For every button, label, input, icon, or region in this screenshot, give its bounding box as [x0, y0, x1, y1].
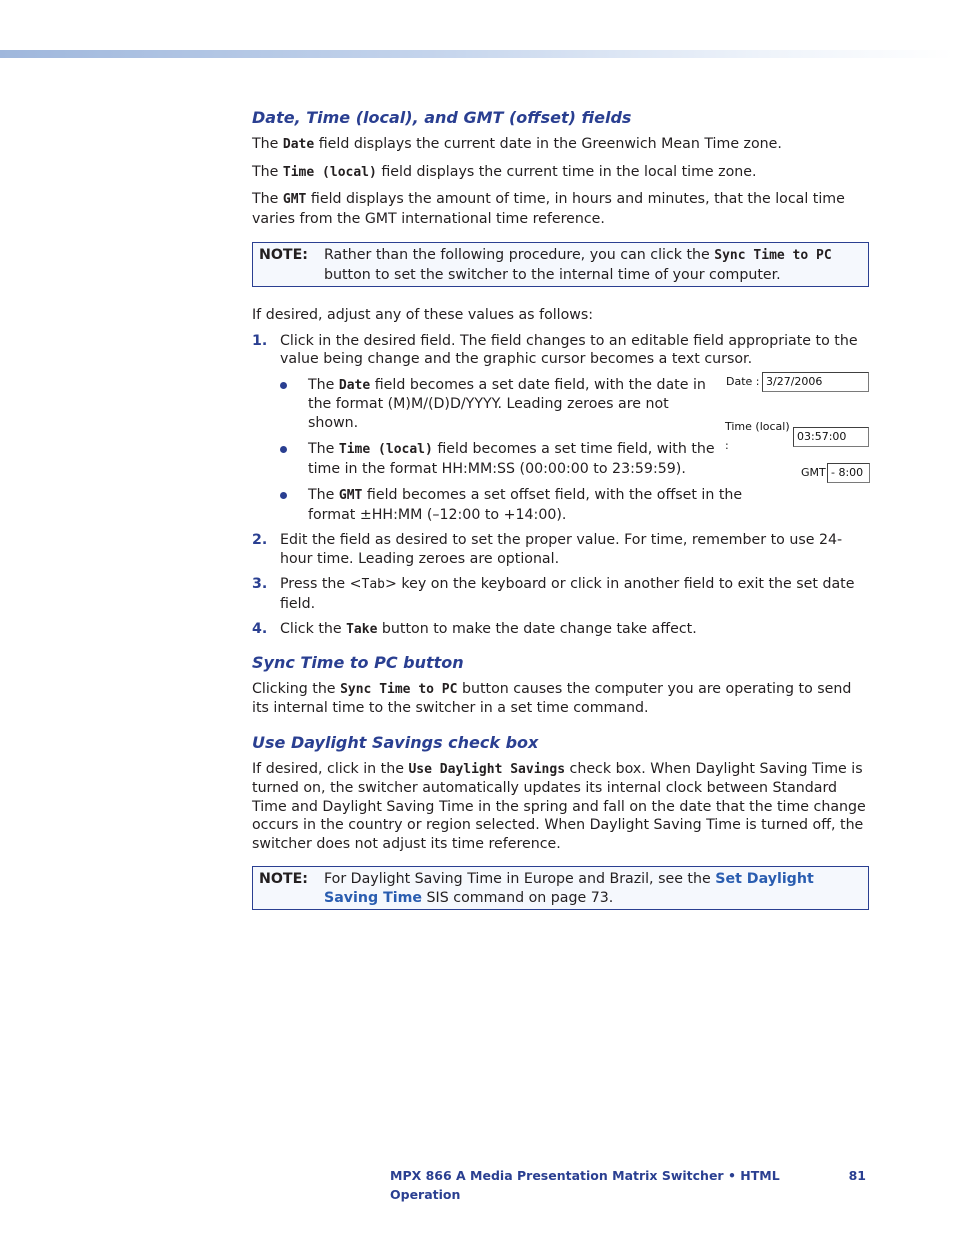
step-4: 4. Click the Take button to make the date change take affect. — [252, 621, 697, 637]
step-number: 1. — [252, 332, 268, 349]
page-number: 81 — [848, 1168, 866, 1183]
bullet-gmt: The GMT field becomes a set offset field, with the offset in the format ±HH:MM (–12:00 to +14:00). — [252, 486, 768, 524]
gmt-field-screenshot — [801, 463, 870, 483]
code-date: Date — [282, 137, 315, 152]
note-text: Rather than the following procedure, you can click the Sync Time to PC button to set the switcher to the internal time of your computer. — [324, 247, 832, 283]
note-box-sync — [252, 242, 869, 287]
section-heading-sync-time: Sync Time to PC button — [252, 652, 464, 672]
paragraph-time-local: The Time (local) field displays the current time in the local time zone. — [252, 163, 757, 180]
footer-title: MPX 866 A Media Presentation Matrix Switcher • HTML Operation — [390, 1168, 780, 1202]
section-heading-daylight: Use Daylight Savings check box — [252, 732, 539, 752]
code-use-daylight: Use Daylight Savings — [408, 761, 566, 777]
paragraph-daylight: If desired, click in the Use Daylight Savings check box. When Daylight Saving Time is turned on, the switcher automatically updates its internal clock between Standard Time and Daylight Saving Time in the spring and fall on the date that the time change occurs in the country or region selected. When Daylight Saving Time is turned off, the switcher does not adjust its time reference. — [252, 760, 866, 852]
paragraph-date: The Date field displays the current date in the Greenwich Mean Time zone. — [252, 136, 782, 152]
date-label: Date : — [726, 374, 760, 388]
code-time-local: Time (local) — [338, 442, 433, 457]
time-field-screenshot — [725, 418, 869, 455]
paragraph-gmt: The GMT field displays the amount of time, in hours and minutes, that the local time varies from the GMT international time reference. — [252, 191, 845, 227]
code-take: Take — [346, 622, 378, 637]
code-gmt: GMT — [282, 192, 307, 207]
date-input: 3/27/2006 — [762, 372, 869, 392]
link-set-daylight-saving-time[interactable]: Set Daylight Saving Time — [324, 871, 814, 906]
code-gmt: GMT — [338, 488, 363, 503]
step-text: Edit the field as desired to set the proper value. For time, remember to use 24-hour time. Leading zeroes are optional. — [280, 532, 843, 567]
header-bar — [0, 50, 954, 58]
step-text: Click in the desired field. The field changes to an editable field appropriate to the value being change and the graphic cursor becomes a text cursor. — [280, 332, 858, 367]
note-label: NOTE: — [259, 247, 308, 263]
gmt-input: - 8:00 — [827, 463, 870, 483]
step-2 — [252, 531, 869, 568]
bullet-time-local: The Time (local) field becomes a set time field, with the time in the format HH:MM:SS (00:00:00 to 23:59:59). — [252, 440, 718, 478]
code-sync-time: Sync Time to PC — [340, 681, 458, 697]
bullet-icon — [280, 382, 287, 389]
step-1 — [252, 332, 869, 369]
time-input: 03:57:00 — [793, 427, 869, 447]
intro-text: If desired, adjust any of these values as follows: — [252, 307, 594, 323]
code-time-local: Time (local) — [282, 164, 377, 180]
step-number: 2. — [252, 532, 268, 548]
code-date: Date — [338, 377, 371, 393]
note-text: For Daylight Saving Time in Europe and Brazil, see the Set Daylight Saving Time SIS command on page 73. — [324, 871, 814, 906]
gmt-label: GMT — [801, 465, 826, 479]
section-heading-date-time: Date, Time (local), and GMT (offset) fields — [252, 108, 632, 127]
step-number: 3. — [252, 576, 268, 592]
time-local-label: Time (local) : — [725, 420, 790, 452]
code-sync-time: Sync Time to PC — [714, 248, 832, 263]
bullet-icon — [280, 492, 287, 499]
step-3: 3. Press the <Tab> key on the keyboard or click in another field to exit the set date field. — [252, 576, 855, 612]
date-field-screenshot — [726, 372, 869, 392]
code-tab-key: Tab — [361, 577, 386, 592]
bullet-icon — [280, 446, 287, 453]
note-label: NOTE: — [259, 871, 308, 887]
step-number: 4. — [252, 621, 268, 637]
page-content — [252, 108, 869, 910]
bullet-date: The Date field becomes a set date field, with the date in the format (M)M/(D)D/YYYY. Leading zeroes are not shown. — [252, 376, 718, 433]
note-box-daylight — [252, 866, 869, 910]
paragraph-sync-time: Clicking the Sync Time to PC button causes the computer you are operating to send its internal time to the switcher in a set time command. — [252, 680, 852, 716]
page-footer — [390, 1167, 866, 1204]
